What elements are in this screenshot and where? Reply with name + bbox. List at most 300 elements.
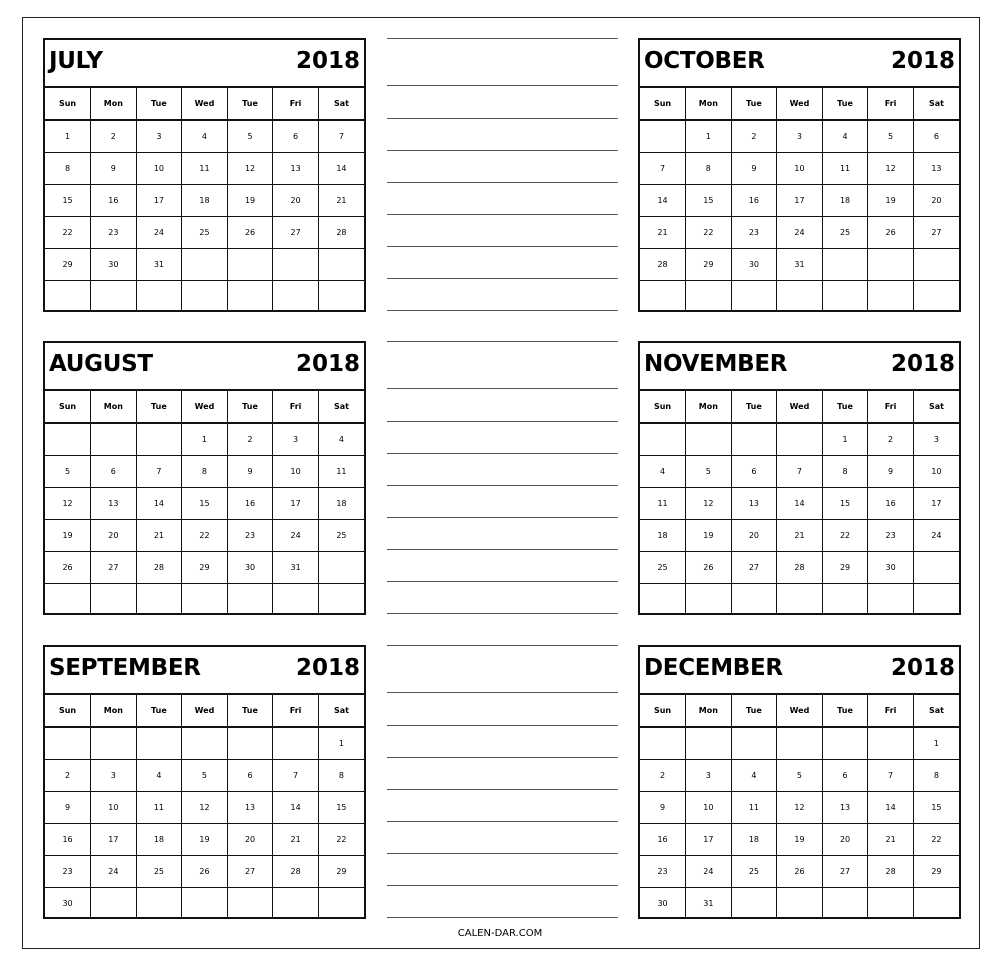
week-row xyxy=(45,488,364,520)
month-name: NOVEMBER xyxy=(644,351,788,377)
day-cell: 19 xyxy=(227,185,273,217)
note-line xyxy=(387,38,618,39)
day-cell: 29 xyxy=(913,856,959,888)
day-cell: 11 xyxy=(822,153,868,185)
week-row xyxy=(640,217,959,249)
day-cell xyxy=(640,584,686,616)
day-cell xyxy=(913,584,959,616)
day-cell: 3 xyxy=(777,120,823,153)
day-cell: 26 xyxy=(45,552,91,584)
day-cell: 16 xyxy=(91,185,137,217)
day-cell: 28 xyxy=(273,856,319,888)
note-line xyxy=(387,692,618,693)
weekday-label: Mon xyxy=(91,88,137,120)
day-cell: 14 xyxy=(136,488,182,520)
week-row xyxy=(45,760,364,792)
day-cell: 14 xyxy=(640,185,686,217)
day-cell: 31 xyxy=(136,249,182,281)
month-name: JULY xyxy=(49,48,103,74)
day-cell: 4 xyxy=(318,423,364,456)
day-cell xyxy=(731,423,777,456)
notes-lines xyxy=(387,38,618,318)
day-cell: 26 xyxy=(868,217,914,249)
day-cell: 18 xyxy=(640,520,686,552)
day-cell: 11 xyxy=(182,153,228,185)
month-year: 2018 xyxy=(890,351,955,377)
day-cell: 16 xyxy=(731,185,777,217)
notes-lines xyxy=(387,645,618,925)
day-cell xyxy=(91,727,137,760)
day-cell xyxy=(182,727,228,760)
day-cell: 5 xyxy=(868,120,914,153)
day-cell xyxy=(913,281,959,313)
day-cell: 27 xyxy=(227,856,273,888)
day-cell xyxy=(686,423,732,456)
day-cell: 3 xyxy=(686,760,732,792)
day-cell: 22 xyxy=(822,520,868,552)
weekday-row xyxy=(45,695,364,727)
weekday-label: Fri xyxy=(868,88,914,120)
day-cell: 28 xyxy=(777,552,823,584)
day-cell: 12 xyxy=(686,488,732,520)
day-cell: 11 xyxy=(731,792,777,824)
day-cell xyxy=(45,584,91,616)
week-row xyxy=(640,760,959,792)
day-cell: 25 xyxy=(640,552,686,584)
day-cell: 27 xyxy=(91,552,137,584)
week-row xyxy=(45,584,364,616)
day-cell: 27 xyxy=(273,217,319,249)
day-cell: 10 xyxy=(91,792,137,824)
week-row xyxy=(45,888,364,920)
week-row xyxy=(640,488,959,520)
week-row xyxy=(640,423,959,456)
weekday-label: Tue xyxy=(731,88,777,120)
note-line xyxy=(387,310,618,311)
day-cell: 23 xyxy=(91,217,137,249)
day-cell: 22 xyxy=(182,520,228,552)
day-cell: 1 xyxy=(822,423,868,456)
day-cell: 15 xyxy=(318,792,364,824)
day-cell: 13 xyxy=(913,153,959,185)
day-cell: 27 xyxy=(822,856,868,888)
day-cell xyxy=(640,120,686,153)
day-cell: 26 xyxy=(777,856,823,888)
day-cell xyxy=(913,249,959,281)
weekday-label: Sat xyxy=(318,88,364,120)
day-cell xyxy=(273,584,319,616)
day-cell: 17 xyxy=(686,824,732,856)
weekday-label: Sun xyxy=(640,88,686,120)
day-cell xyxy=(136,423,182,456)
day-cell: 21 xyxy=(273,824,319,856)
weekday-row xyxy=(45,391,364,423)
month-year: 2018 xyxy=(890,655,955,681)
day-cell xyxy=(731,281,777,313)
note-line xyxy=(387,85,618,86)
day-cell: 6 xyxy=(273,120,319,153)
day-cell: 20 xyxy=(227,824,273,856)
day-cell: 18 xyxy=(182,185,228,217)
day-cell: 31 xyxy=(273,552,319,584)
day-cell: 23 xyxy=(227,520,273,552)
weekday-label: Wed xyxy=(182,695,228,727)
week-row xyxy=(640,824,959,856)
day-cell: 4 xyxy=(182,120,228,153)
note-line xyxy=(387,278,618,279)
day-cell: 9 xyxy=(91,153,137,185)
month-year: 2018 xyxy=(295,48,360,74)
day-cell: 3 xyxy=(273,423,319,456)
day-cell: 7 xyxy=(136,456,182,488)
weekday-label: Sat xyxy=(913,88,959,120)
weekday-label: Wed xyxy=(182,391,228,423)
day-cell: 26 xyxy=(686,552,732,584)
day-cell xyxy=(136,888,182,920)
weekday-label: Tue xyxy=(731,391,777,423)
day-cell: 1 xyxy=(913,727,959,760)
day-cell xyxy=(91,584,137,616)
month-calendar-november xyxy=(638,341,961,615)
note-line xyxy=(387,118,618,119)
day-cell: 30 xyxy=(91,249,137,281)
day-cell: 24 xyxy=(91,856,137,888)
day-cell: 31 xyxy=(686,888,732,920)
month-header xyxy=(640,40,959,88)
day-cell: 10 xyxy=(136,153,182,185)
day-cell: 5 xyxy=(45,456,91,488)
day-cell xyxy=(318,249,364,281)
weekday-label: Sun xyxy=(45,88,91,120)
day-cell: 12 xyxy=(45,488,91,520)
day-cell xyxy=(227,281,273,313)
week-row xyxy=(640,456,959,488)
weekday-label: Mon xyxy=(686,695,732,727)
week-row xyxy=(640,120,959,153)
day-cell xyxy=(318,281,364,313)
day-cell: 16 xyxy=(640,824,686,856)
week-row xyxy=(45,423,364,456)
weekday-row xyxy=(640,391,959,423)
day-cell: 8 xyxy=(318,760,364,792)
day-cell: 7 xyxy=(640,153,686,185)
week-row xyxy=(45,856,364,888)
day-cell: 6 xyxy=(913,120,959,153)
day-cell: 7 xyxy=(273,760,319,792)
day-cell: 22 xyxy=(45,217,91,249)
day-cell: 5 xyxy=(686,456,732,488)
weekday-label: Sat xyxy=(913,391,959,423)
weekday-label: Sun xyxy=(45,391,91,423)
day-cell: 1 xyxy=(318,727,364,760)
day-cell xyxy=(182,584,228,616)
day-grid xyxy=(640,88,959,312)
day-cell xyxy=(777,727,823,760)
day-cell: 5 xyxy=(182,760,228,792)
day-cell xyxy=(273,249,319,281)
day-cell: 4 xyxy=(136,760,182,792)
day-cell: 2 xyxy=(731,120,777,153)
week-row xyxy=(45,217,364,249)
day-cell: 13 xyxy=(822,792,868,824)
day-cell: 13 xyxy=(227,792,273,824)
note-line xyxy=(387,821,618,822)
day-cell xyxy=(822,727,868,760)
day-cell: 21 xyxy=(640,217,686,249)
day-cell xyxy=(822,281,868,313)
week-row xyxy=(640,727,959,760)
week-row xyxy=(640,185,959,217)
weekday-label: Wed xyxy=(777,88,823,120)
day-cell: 14 xyxy=(273,792,319,824)
weekday-row xyxy=(640,695,959,727)
day-cell xyxy=(227,584,273,616)
week-row xyxy=(640,856,959,888)
note-line xyxy=(387,517,618,518)
day-cell: 1 xyxy=(45,120,91,153)
day-cell: 20 xyxy=(822,824,868,856)
month-header xyxy=(640,343,959,391)
weekday-row xyxy=(45,88,364,120)
day-cell: 2 xyxy=(868,423,914,456)
day-cell: 12 xyxy=(182,792,228,824)
day-cell: 18 xyxy=(318,488,364,520)
day-cell: 31 xyxy=(777,249,823,281)
weekday-label: Fri xyxy=(868,391,914,423)
notes-lines xyxy=(387,341,618,621)
week-row xyxy=(640,520,959,552)
weekday-label: Tue xyxy=(227,391,273,423)
day-cell: 20 xyxy=(273,185,319,217)
day-cell: 28 xyxy=(318,217,364,249)
day-cell: 2 xyxy=(227,423,273,456)
weekday-label: Wed xyxy=(777,695,823,727)
weekday-label: Sat xyxy=(318,391,364,423)
month-name: DECEMBER xyxy=(644,655,783,681)
note-line xyxy=(387,917,618,918)
week-row xyxy=(45,153,364,185)
day-cell: 27 xyxy=(913,217,959,249)
day-cell: 26 xyxy=(227,217,273,249)
note-line xyxy=(387,853,618,854)
day-cell xyxy=(868,584,914,616)
day-cell xyxy=(318,888,364,920)
month-calendar-september xyxy=(43,645,366,919)
day-cell xyxy=(182,888,228,920)
day-cell: 26 xyxy=(182,856,228,888)
day-cell: 11 xyxy=(318,456,364,488)
note-line xyxy=(387,421,618,422)
day-cell: 16 xyxy=(868,488,914,520)
day-cell: 20 xyxy=(913,185,959,217)
day-cell: 5 xyxy=(227,120,273,153)
day-cell: 9 xyxy=(868,456,914,488)
day-cell xyxy=(777,584,823,616)
day-cell: 24 xyxy=(136,217,182,249)
day-cell: 14 xyxy=(868,792,914,824)
day-cell xyxy=(91,888,137,920)
day-cell: 13 xyxy=(731,488,777,520)
day-cell xyxy=(640,423,686,456)
day-cell xyxy=(136,727,182,760)
day-cell: 3 xyxy=(913,423,959,456)
day-cell: 17 xyxy=(777,185,823,217)
day-cell: 21 xyxy=(136,520,182,552)
day-cell xyxy=(822,584,868,616)
week-row xyxy=(45,520,364,552)
day-cell xyxy=(182,249,228,281)
day-cell xyxy=(640,281,686,313)
day-grid xyxy=(45,391,364,615)
week-row xyxy=(640,281,959,313)
weekday-label: Fri xyxy=(273,88,319,120)
note-line xyxy=(387,182,618,183)
week-row xyxy=(45,185,364,217)
day-cell: 15 xyxy=(45,185,91,217)
day-cell: 6 xyxy=(227,760,273,792)
day-cell: 3 xyxy=(136,120,182,153)
day-cell: 10 xyxy=(273,456,319,488)
note-line xyxy=(387,789,618,790)
day-cell xyxy=(318,584,364,616)
day-cell: 25 xyxy=(822,217,868,249)
day-cell: 8 xyxy=(913,760,959,792)
day-cell: 21 xyxy=(318,185,364,217)
day-cell: 16 xyxy=(227,488,273,520)
day-cell xyxy=(136,281,182,313)
day-grid xyxy=(45,88,364,312)
week-row xyxy=(45,456,364,488)
note-line xyxy=(387,757,618,758)
week-row xyxy=(45,824,364,856)
month-year: 2018 xyxy=(890,48,955,74)
day-cell: 24 xyxy=(273,520,319,552)
day-cell: 4 xyxy=(731,760,777,792)
day-cell xyxy=(686,281,732,313)
day-cell: 27 xyxy=(731,552,777,584)
day-cell: 12 xyxy=(227,153,273,185)
day-cell xyxy=(45,423,91,456)
day-cell xyxy=(822,249,868,281)
day-cell: 21 xyxy=(868,824,914,856)
day-cell: 1 xyxy=(686,120,732,153)
day-cell: 9 xyxy=(45,792,91,824)
day-cell: 29 xyxy=(45,249,91,281)
day-cell xyxy=(731,888,777,920)
weekday-label: Tue xyxy=(136,391,182,423)
day-cell xyxy=(777,888,823,920)
day-cell xyxy=(227,727,273,760)
day-cell xyxy=(136,584,182,616)
day-cell xyxy=(273,727,319,760)
day-cell: 21 xyxy=(777,520,823,552)
day-cell: 18 xyxy=(136,824,182,856)
day-cell xyxy=(868,249,914,281)
day-cell xyxy=(45,281,91,313)
day-cell xyxy=(227,888,273,920)
day-cell: 17 xyxy=(91,824,137,856)
weekday-label: Tue xyxy=(227,695,273,727)
day-cell: 3 xyxy=(91,760,137,792)
weekday-label: Sun xyxy=(45,695,91,727)
day-cell xyxy=(45,727,91,760)
day-cell: 22 xyxy=(686,217,732,249)
day-cell xyxy=(731,727,777,760)
day-cell: 12 xyxy=(868,153,914,185)
note-line xyxy=(387,885,618,886)
month-name: AUGUST xyxy=(49,351,153,377)
day-cell: 4 xyxy=(640,456,686,488)
day-grid xyxy=(640,695,959,919)
day-cell xyxy=(822,888,868,920)
weekday-label: Tue xyxy=(136,695,182,727)
day-cell: 9 xyxy=(731,153,777,185)
note-line xyxy=(387,214,618,215)
day-cell: 30 xyxy=(227,552,273,584)
month-year: 2018 xyxy=(295,351,360,377)
day-cell: 2 xyxy=(45,760,91,792)
month-calendar-july xyxy=(43,38,366,312)
day-cell: 4 xyxy=(822,120,868,153)
day-cell: 30 xyxy=(868,552,914,584)
month-year: 2018 xyxy=(295,655,360,681)
weekday-label: Tue xyxy=(227,88,273,120)
day-cell: 19 xyxy=(868,185,914,217)
weekday-label: Fri xyxy=(273,695,319,727)
week-row xyxy=(45,552,364,584)
day-cell: 7 xyxy=(318,120,364,153)
day-cell: 18 xyxy=(822,185,868,217)
weekday-label: Tue xyxy=(822,695,868,727)
day-cell: 11 xyxy=(640,488,686,520)
day-cell: 24 xyxy=(777,217,823,249)
weekday-label: Wed xyxy=(182,88,228,120)
day-cell: 17 xyxy=(136,185,182,217)
day-cell: 5 xyxy=(777,760,823,792)
day-cell xyxy=(777,281,823,313)
day-cell: 12 xyxy=(777,792,823,824)
day-cell xyxy=(686,727,732,760)
day-cell: 8 xyxy=(822,456,868,488)
day-cell: 19 xyxy=(777,824,823,856)
weekday-label: Sun xyxy=(640,391,686,423)
day-cell xyxy=(731,584,777,616)
month-header xyxy=(45,647,364,695)
day-cell: 29 xyxy=(686,249,732,281)
week-row xyxy=(45,249,364,281)
note-line xyxy=(387,453,618,454)
weekday-row xyxy=(640,88,959,120)
week-row xyxy=(45,120,364,153)
weekday-label: Fri xyxy=(868,695,914,727)
week-row xyxy=(640,584,959,616)
day-cell xyxy=(868,888,914,920)
day-cell xyxy=(318,552,364,584)
day-cell: 15 xyxy=(822,488,868,520)
weekday-label: Fri xyxy=(273,391,319,423)
day-cell: 10 xyxy=(777,153,823,185)
day-cell xyxy=(868,727,914,760)
site-footer: CALEN-DAR.COM xyxy=(457,928,543,939)
day-cell: 22 xyxy=(913,824,959,856)
month-calendar-august xyxy=(43,341,366,615)
day-cell: 13 xyxy=(273,153,319,185)
day-cell: 2 xyxy=(640,760,686,792)
day-cell: 19 xyxy=(182,824,228,856)
note-line xyxy=(387,388,618,389)
day-cell xyxy=(273,888,319,920)
weekday-label: Tue xyxy=(822,88,868,120)
